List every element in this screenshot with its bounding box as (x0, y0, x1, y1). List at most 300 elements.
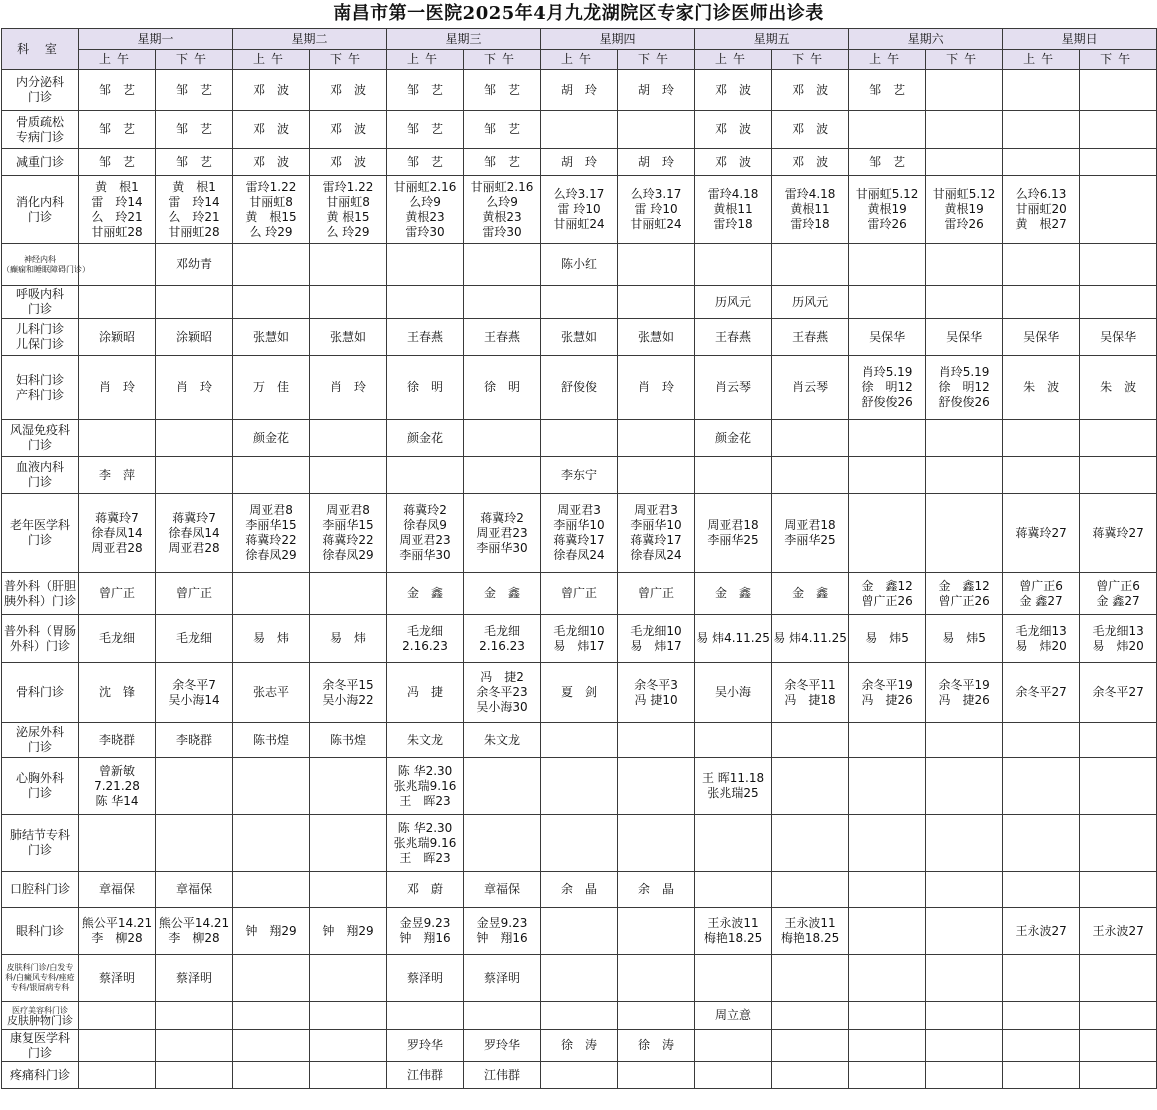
schedule-cell (1080, 1030, 1157, 1062)
schedule-cell (310, 815, 387, 872)
doctor-entry: 雷 玲14 (168, 194, 220, 209)
schedule-cell (387, 1002, 464, 1030)
table-row (2, 244, 1157, 286)
table-row (2, 286, 1157, 319)
doctor-entry: 胡 玲 (638, 154, 675, 169)
schedule-cell (926, 758, 1003, 815)
schedule-cell (1003, 723, 1080, 758)
schedule-cell (618, 149, 695, 176)
dept-label (2, 356, 79, 420)
dept-label-line: 疼痛科门诊 (9, 1067, 70, 1082)
doctor-entry: 曾广正 (176, 586, 213, 600)
dept-label (2, 872, 79, 908)
schedule-cell (156, 1030, 233, 1062)
doctor-entry: 冯 捷10 (634, 692, 678, 707)
schedule-cell (79, 70, 156, 111)
doctor-entry: 金 鑫12 (861, 578, 913, 593)
doctor-entry: 王春燕 (715, 329, 752, 344)
schedule-cell (233, 286, 310, 319)
doctor-entry: 历风元 (792, 294, 829, 309)
schedule-cell (156, 815, 233, 872)
doctor-entry: 李 柳28 (91, 931, 143, 945)
schedule-cell (310, 494, 387, 573)
schedule-cell (926, 1002, 1003, 1030)
dept-label (2, 420, 79, 457)
schedule-cell (156, 573, 233, 615)
schedule-cell (1080, 494, 1157, 573)
schedule-cell (772, 176, 849, 244)
doctor-entry: 甘丽虹8 (326, 194, 370, 209)
schedule-cell (926, 615, 1003, 663)
doctor-entry: 易 炜 (253, 631, 290, 645)
doctor-entry: 肖云琴 (715, 380, 752, 394)
schedule-cell (926, 356, 1003, 420)
doctor-entry: 么玲9 (486, 194, 518, 209)
doctor-entry: 徐春凤29 (245, 548, 297, 562)
day-header-thu: 星期四 (541, 29, 695, 50)
doctor-entry: 陈书煌 (253, 732, 290, 747)
schedule-cell (79, 176, 156, 244)
doctor-entry: 金昱9.23 (399, 916, 451, 930)
doctor-entry: 肖玲5.19 (938, 365, 990, 379)
doctor-entry: 甘丽虹28 (91, 224, 143, 239)
schedule-cell (849, 319, 926, 356)
doctor-entry: 邹 艺 (176, 122, 213, 136)
schedule-cell (541, 319, 618, 356)
doctor-entry: 余冬平15 (322, 677, 374, 692)
schedule-cell (233, 176, 310, 244)
doctor-entry: 陈 华2.30 (397, 820, 453, 835)
schedule-cell (926, 908, 1003, 955)
doctor-entry: 雷玲18 (713, 217, 753, 231)
doctor-entry: 甘丽虹20 (1015, 202, 1067, 216)
schedule-cell (618, 723, 695, 758)
schedule-cell (233, 615, 310, 663)
schedule-cell (464, 908, 541, 955)
doctor-entry: 甘丽虹28 (168, 224, 220, 239)
doctor-entry: 余冬平19 (861, 677, 913, 692)
schedule-cell (310, 1002, 387, 1030)
schedule-cell (464, 176, 541, 244)
doctor-entry: 涂颖昭 (176, 329, 213, 344)
table-row (2, 758, 1157, 815)
schedule-cell (1080, 663, 1157, 723)
am-header: 上午 (1003, 50, 1080, 70)
doctor-entry: 邹 艺 (176, 82, 213, 97)
doctor-entry: 陈书煌 (330, 732, 367, 747)
schedule-cell (233, 1002, 310, 1030)
schedule-cell (1003, 573, 1080, 615)
doctor-entry: 张慧如 (561, 329, 598, 344)
doctor-entry: 周亚君23 (399, 533, 451, 547)
schedule-cell (464, 615, 541, 663)
doctor-entry: 邓 波 (715, 122, 752, 136)
doctor-entry: 曾广正 (561, 586, 598, 600)
doctor-entry: 徐春凤9 (403, 518, 447, 532)
schedule-cell (1080, 356, 1157, 420)
doctor-entry: 余冬平7 (172, 677, 216, 692)
dept-label-line: 普外科（肝胆 (3, 578, 76, 593)
doctor-entry: 熊公平14.21 (158, 916, 230, 930)
table-row (2, 319, 1157, 356)
doctor-entry: 罗玲华 (407, 1038, 444, 1052)
schedule-cell (79, 1062, 156, 1089)
doctor-entry: 邓 波 (792, 154, 829, 169)
schedule-cell (156, 149, 233, 176)
schedule-cell (926, 815, 1003, 872)
schedule-cell (310, 111, 387, 149)
doctor-entry: 么玲3.17 (630, 187, 682, 201)
dept-label-line: 门诊 (27, 90, 52, 104)
table-row (2, 872, 1157, 908)
table-row (2, 457, 1157, 494)
dept-label (2, 457, 79, 494)
dept-label (2, 758, 79, 815)
schedule-cell (156, 457, 233, 494)
dept-label (2, 908, 79, 955)
schedule-cell (1080, 420, 1157, 457)
doctor-entry: 江伟群 (407, 1067, 444, 1082)
dept-label-line: 门诊 (27, 786, 52, 800)
table-row (2, 1030, 1157, 1062)
schedule-cell (926, 1062, 1003, 1089)
doctor-entry: 邓 波 (715, 154, 752, 169)
doctor-entry: 毛龙细10 (553, 623, 605, 638)
schedule-cell (772, 723, 849, 758)
doctor-entry: 吴保华 (946, 329, 983, 344)
table-row (2, 1002, 1157, 1030)
table-row (2, 955, 1157, 1002)
schedule-cell (233, 319, 310, 356)
schedule-cell (387, 908, 464, 955)
schedule-cell (695, 908, 772, 955)
doctor-entry: 钟 翔16 (399, 931, 451, 945)
schedule-cell (926, 573, 1003, 615)
schedule-cell (387, 176, 464, 244)
schedule-cell (233, 420, 310, 457)
schedule-cell (541, 70, 618, 111)
doctor-entry: 毛龙细 (98, 631, 135, 645)
doctor-entry: 舒俊俊26 (938, 395, 990, 409)
doctor-entry: 金 鑫12 (938, 578, 990, 593)
dept-label-line: 专科/银屑病专科 (10, 983, 70, 992)
schedule-cell (849, 494, 926, 573)
doctor-entry: 王永波11 (707, 916, 759, 930)
doctor-entry: 张兆瑞9.16 (393, 835, 457, 850)
doctor-entry: 周亚君3 (634, 503, 678, 517)
doctor-entry: 冯 捷2 (480, 670, 524, 684)
doctor-entry: 张志平 (253, 685, 290, 699)
schedule-cell (618, 758, 695, 815)
schedule-cell (464, 758, 541, 815)
schedule-cell (618, 573, 695, 615)
schedule-cell (1080, 723, 1157, 758)
doctor-entry: 李晓群 (176, 732, 213, 747)
doctor-entry: 李晓群 (98, 732, 135, 747)
doctor-entry: 曾广正6 (1019, 578, 1063, 593)
schedule-cell (772, 494, 849, 573)
doctor-entry: 易 炜20 (1015, 638, 1067, 653)
schedule-cell (772, 758, 849, 815)
schedule-cell (464, 356, 541, 420)
schedule-cell (849, 1002, 926, 1030)
table-row (2, 494, 1157, 573)
day-header-wed: 星期三 (387, 29, 541, 50)
doctor-entry: 舒俊俊26 (861, 395, 913, 409)
doctor-entry: 冯 捷18 (784, 692, 836, 707)
schedule-cell (464, 286, 541, 319)
schedule-cell (464, 244, 541, 286)
doctor-entry: 徐春凤14 (91, 525, 143, 540)
schedule-cell (695, 955, 772, 1002)
schedule-cell (310, 70, 387, 111)
doctor-entry: 黄 根15 (326, 209, 370, 224)
schedule-cell (618, 176, 695, 244)
schedule-cell (79, 872, 156, 908)
doctor-entry: 万 佳 (253, 380, 290, 394)
schedule-cell (926, 111, 1003, 149)
schedule-cell (541, 908, 618, 955)
schedule-cell (310, 615, 387, 663)
schedule-cell (310, 420, 387, 457)
schedule-cell (926, 244, 1003, 286)
schedule-cell (618, 319, 695, 356)
doctor-entry: 钟 翔29 (322, 923, 374, 938)
doctor-entry: 雷玲1.22 (322, 179, 374, 194)
doctor-entry: 肖云琴 (792, 380, 829, 394)
doctor-entry: 李东宁 (561, 467, 598, 482)
dept-label-line: 内分泌科 (15, 75, 64, 89)
doctor-entry: 余冬平19 (938, 677, 990, 692)
schedule-cell (1003, 457, 1080, 494)
doctor-entry: 曾广正 (98, 586, 135, 600)
schedule-cell (1003, 356, 1080, 420)
doctor-entry: 蒋冀玲17 (553, 533, 605, 547)
doctor-entry: 余冬平27 (1015, 685, 1067, 699)
schedule-cell (926, 149, 1003, 176)
doctor-entry: 毛龙细10 (630, 623, 682, 638)
doctor-entry: 邹 艺 (98, 82, 135, 97)
schedule-cell (387, 420, 464, 457)
schedule-cell (464, 1030, 541, 1062)
dept-label-line: 外科）门诊 (9, 638, 70, 653)
doctor-entry: 周亚君3 (557, 503, 601, 517)
schedule-cell (541, 1030, 618, 1062)
dept-label (2, 1002, 79, 1030)
schedule-cell (310, 244, 387, 286)
doctor-entry: 周亚君8 (249, 503, 293, 517)
schedule-cell (310, 955, 387, 1002)
schedule-cell (772, 908, 849, 955)
schedule-cell (695, 494, 772, 573)
dept-label (2, 573, 79, 615)
schedule-cell (464, 319, 541, 356)
am-header: 上午 (541, 50, 618, 70)
doctor-entry: 邓 波 (330, 122, 367, 136)
schedule-cell (772, 457, 849, 494)
doctor-entry: 王永波27 (1092, 923, 1144, 938)
doctor-entry: 徐 涛 (638, 1038, 675, 1052)
doctor-entry: 吴保华 (1023, 329, 1060, 344)
doctor-entry: 么玲3.17 (553, 187, 605, 201)
schedule-cell (541, 111, 618, 149)
doctor-entry: 颜金花 (715, 430, 752, 445)
doctor-entry: 蒋冀玲2 (480, 510, 524, 525)
schedule-cell (464, 494, 541, 573)
schedule-cell (464, 149, 541, 176)
doctor-entry: 钟 翔29 (245, 923, 297, 938)
doctor-entry: 周亚君28 (168, 540, 220, 555)
day-header-tue: 星期二 (233, 29, 387, 50)
doctor-entry: 江伟群 (484, 1067, 521, 1082)
schedule-cell (1080, 573, 1157, 615)
schedule-cell (849, 244, 926, 286)
doctor-entry: 邓 波 (792, 122, 829, 136)
doctor-entry: 毛龙细 (176, 631, 213, 645)
schedule-cell (79, 244, 156, 286)
schedule-cell (387, 1030, 464, 1062)
doctor-entry: 肖 玲 (176, 380, 213, 394)
schedule-cell (926, 955, 1003, 1002)
schedule-cell (387, 286, 464, 319)
dept-label (2, 723, 79, 758)
schedule-cell (926, 1030, 1003, 1062)
dept-label (2, 244, 90, 286)
dept-label-line: 皮肤肿物门诊 (7, 1013, 73, 1027)
dept-label-line: 肺结节专科 (9, 828, 70, 842)
schedule-cell (772, 286, 849, 319)
schedule-cell (156, 872, 233, 908)
schedule-cell (1080, 815, 1157, 872)
doctor-entry: 黄根23 (405, 209, 445, 224)
table-row (2, 70, 1157, 111)
doctor-entry: 雷玲4.18 (707, 187, 759, 201)
schedule-cell (233, 955, 310, 1002)
schedule-cell (849, 872, 926, 908)
doctor-entry: 易 炜4.11.25 (696, 631, 770, 645)
doctor-entry: 胡 玲 (638, 82, 675, 97)
dept-label-line: 产科门诊 (15, 387, 64, 402)
schedule-cell (1003, 70, 1080, 111)
doctor-entry: 李丽华10 (553, 518, 605, 532)
doctor-entry: 余冬平27 (1092, 685, 1144, 699)
schedule-cell (772, 244, 849, 286)
schedule-cell (541, 494, 618, 573)
schedule-cell (541, 457, 618, 494)
schedule-cell (849, 149, 926, 176)
doctor-entry: 蒋冀玲7 (172, 510, 216, 525)
doctor-entry: 么 玲21 (168, 209, 220, 224)
dept-label-line: 口腔科门诊 (9, 882, 70, 896)
doctor-entry: 冯 捷26 (861, 692, 913, 707)
doctor-entry: 周亚君8 (326, 503, 370, 517)
dept-label-line: 门诊 (27, 438, 52, 452)
schedule-cell (541, 955, 618, 1002)
doctor-entry: 甘丽虹8 (249, 194, 293, 209)
schedule-cell (464, 1062, 541, 1089)
doctor-entry: 吴小海30 (476, 700, 528, 714)
schedule-cell (233, 723, 310, 758)
dept-label (2, 663, 79, 723)
schedule-cell (772, 1002, 849, 1030)
dept-label-line: 门诊 (27, 843, 52, 857)
schedule-cell (772, 70, 849, 111)
schedule-cell (387, 663, 464, 723)
doctor-entry: 曾新敏 (98, 763, 135, 778)
schedule-cell (79, 457, 156, 494)
doctor-entry: 邓 蔚 (407, 882, 444, 896)
schedule-cell (1080, 149, 1157, 176)
schedule-cell (387, 1062, 464, 1089)
doctor-entry: 雷 玲10 (634, 202, 678, 216)
schedule-cell (541, 758, 618, 815)
table-row (2, 908, 1157, 955)
schedule-cell (1003, 319, 1080, 356)
doctor-entry: 2.16.23 (479, 638, 525, 653)
schedule-cell (772, 955, 849, 1002)
doctor-entry: 冯 捷26 (938, 692, 990, 707)
schedule-cell (310, 319, 387, 356)
schedule-cell (1080, 1002, 1157, 1030)
schedule-cell (310, 758, 387, 815)
schedule-cell (772, 1062, 849, 1089)
schedule-cell (1003, 872, 1080, 908)
schedule-cell (79, 615, 156, 663)
table-row (2, 573, 1157, 615)
schedule-cell (618, 457, 695, 494)
schedule-cell (695, 723, 772, 758)
doctor-entry: 陈 华2.30 (397, 763, 453, 778)
schedule-cell (387, 872, 464, 908)
schedule-cell (695, 663, 772, 723)
dept-label-line: 心胸外科 (15, 771, 64, 785)
doctor-entry: 毛龙细 (407, 623, 444, 638)
doctor-entry: 余 晶 (561, 882, 598, 896)
schedule-cell (79, 286, 156, 319)
doctor-entry: 余 晶 (638, 882, 675, 896)
schedule-cell (156, 356, 233, 420)
doctor-entry: 朱 波 (1100, 380, 1137, 394)
schedule-cell (156, 955, 233, 1002)
schedule-cell (464, 723, 541, 758)
schedule-cell (387, 70, 464, 111)
schedule-cell (849, 1062, 926, 1089)
schedule-cell (310, 1062, 387, 1089)
schedule-cell (387, 111, 464, 149)
doctor-entry: 颜金花 (407, 430, 444, 445)
schedule-cell (310, 1030, 387, 1062)
schedule-cell (464, 420, 541, 457)
schedule-cell (926, 494, 1003, 573)
dept-label-line: 康复医学科 (9, 1030, 70, 1045)
page-title: 南昌市第一医院2025年4月九龙湖院区专家门诊医师出诊表 (333, 3, 824, 24)
schedule-cell (387, 815, 464, 872)
schedule-cell (926, 70, 1003, 111)
day-header-sun: 星期日 (1003, 29, 1157, 50)
table-row (2, 149, 1157, 176)
schedule-cell (79, 573, 156, 615)
dept-label (2, 815, 79, 872)
doctor-entry: 金 鑫 (407, 586, 444, 600)
schedule-cell (1003, 244, 1080, 286)
doctor-entry: 雷玲26 (944, 217, 984, 231)
pm-header: 下午 (310, 50, 387, 70)
schedule-cell (1003, 494, 1080, 573)
schedule-cell (310, 872, 387, 908)
schedule-cell (926, 663, 1003, 723)
doctor-entry: 张慧如 (330, 329, 367, 344)
pm-header: 下午 (1080, 50, 1157, 70)
